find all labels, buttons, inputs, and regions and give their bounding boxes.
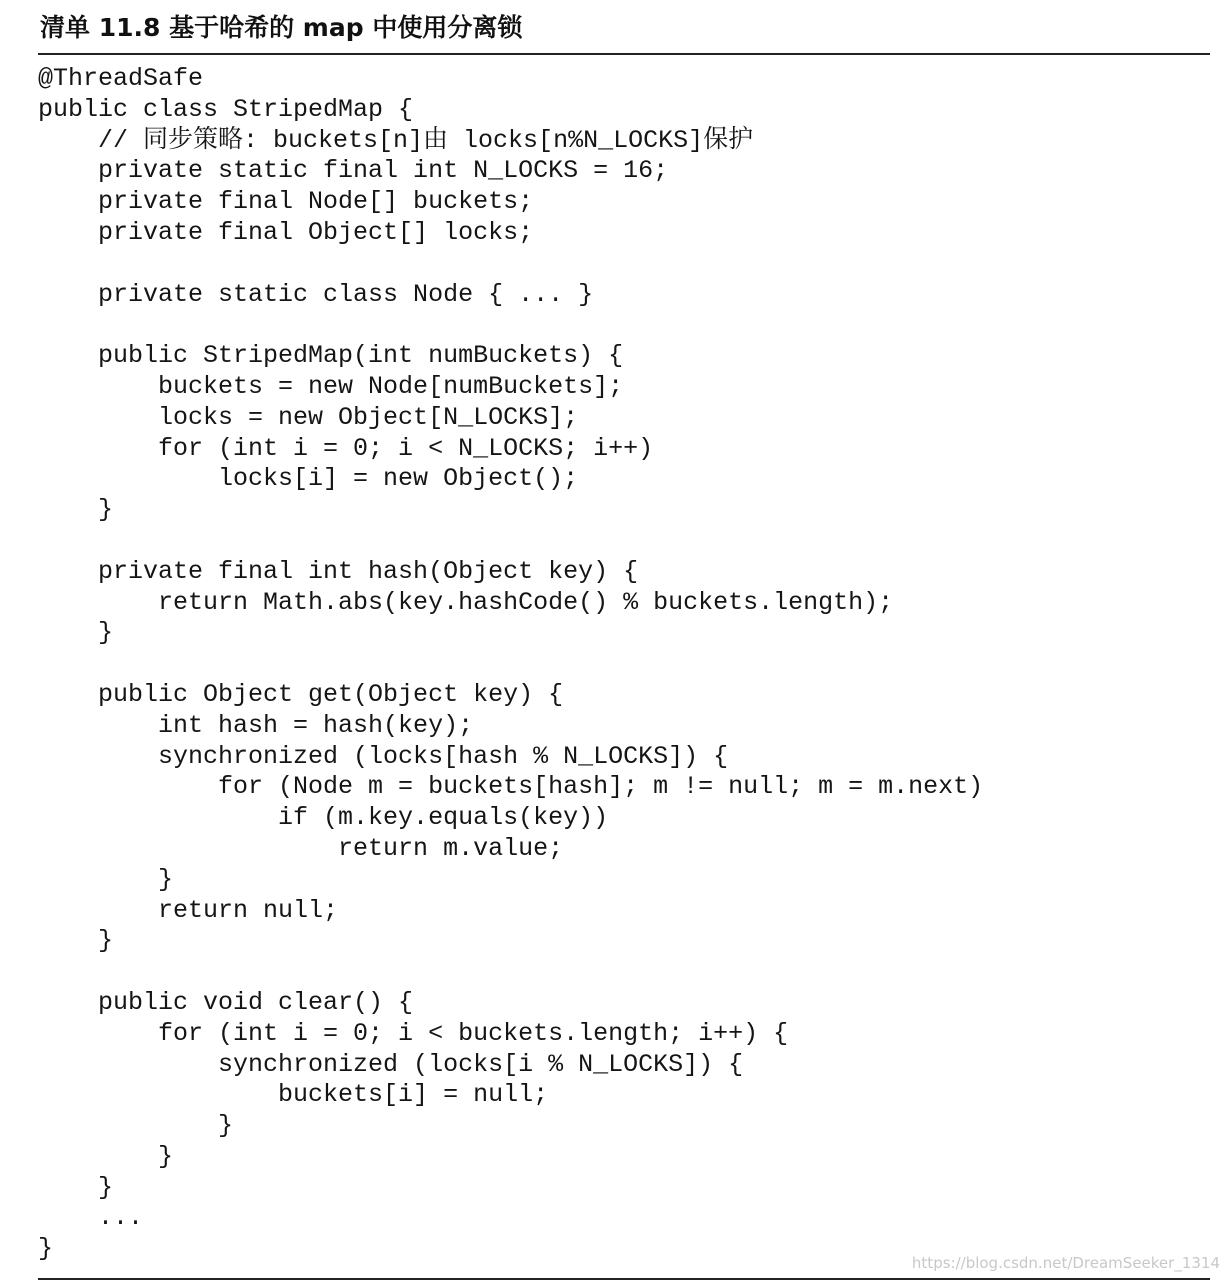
listing-title: 清单 11.8 基于哈希的 map 中使用分离锁 [40, 13, 523, 42]
code-line: ... [38, 1203, 144, 1233]
code-line [38, 957, 1210, 988]
watermark-text: https://blog.csdn.net/DreamSeeker_1314 [911, 1254, 1220, 1272]
code-line: public Object get(Object key) { [38, 679, 564, 709]
code-line: } [38, 1141, 174, 1171]
code-line: } [38, 495, 114, 525]
code-line: return Math.abs(key.hashCode() % buckets.length); [38, 587, 894, 617]
code-line: private final Object[] locks; [38, 217, 534, 247]
code-line: private final Node[] buckets; [38, 187, 534, 217]
code-line: public StripedMap(int numBuckets) { [38, 341, 624, 371]
code-line: } [38, 864, 174, 894]
code-line: buckets[i] = null; [38, 1080, 549, 1110]
code-line: locks = new Object[N_LOCKS]; [38, 402, 579, 432]
code-line [38, 526, 1210, 557]
code-line: } [38, 926, 114, 956]
code-line: private static final int N_LOCKS = 16; [38, 156, 669, 186]
code-line: public class StripedMap { [38, 94, 414, 124]
code-line: if (m.key.equals(key)) [38, 803, 609, 833]
code-line: return null; [38, 895, 339, 925]
code-line: public void clear() { [38, 987, 414, 1017]
code-line: for (int i = 0; i < N_LOCKS; i++) [38, 433, 654, 463]
code-line: locks[i] = new Object(); [38, 464, 579, 494]
code-line: @ThreadSafe [38, 64, 204, 93]
code-line: synchronized (locks[i % N_LOCKS]) { [38, 1049, 744, 1079]
code-line [38, 310, 1210, 341]
code-line: } [38, 1172, 114, 1202]
code-line: for (int i = 0; i < buckets.length; i++) { [38, 1018, 789, 1048]
code-line: buckets = new Node[numBuckets]; [38, 371, 624, 401]
code-line: private final int hash(Object key) { [38, 556, 639, 586]
code-line: for (Node m = buckets[hash]; m != null; m = m.next) [38, 772, 984, 802]
code-line: } [38, 618, 114, 648]
code-line: } [38, 1111, 234, 1141]
code-line: } [38, 1234, 54, 1264]
code-line: // 同步策略: buckets[n]由 locks[n%N_LOCKS]保护 [38, 125, 754, 155]
bottom-rule [38, 1278, 1210, 1280]
code-line [38, 249, 1210, 280]
code-block [38, 64, 1210, 1265]
top-rule [38, 53, 1210, 55]
code-line [38, 649, 1210, 680]
code-line: synchronized (locks[hash % N_LOCKS]) { [38, 741, 729, 771]
code-line: int hash = hash(key); [38, 710, 474, 740]
code-line: private static class Node { ... } [38, 279, 594, 309]
code-line: return m.value; [38, 833, 564, 863]
